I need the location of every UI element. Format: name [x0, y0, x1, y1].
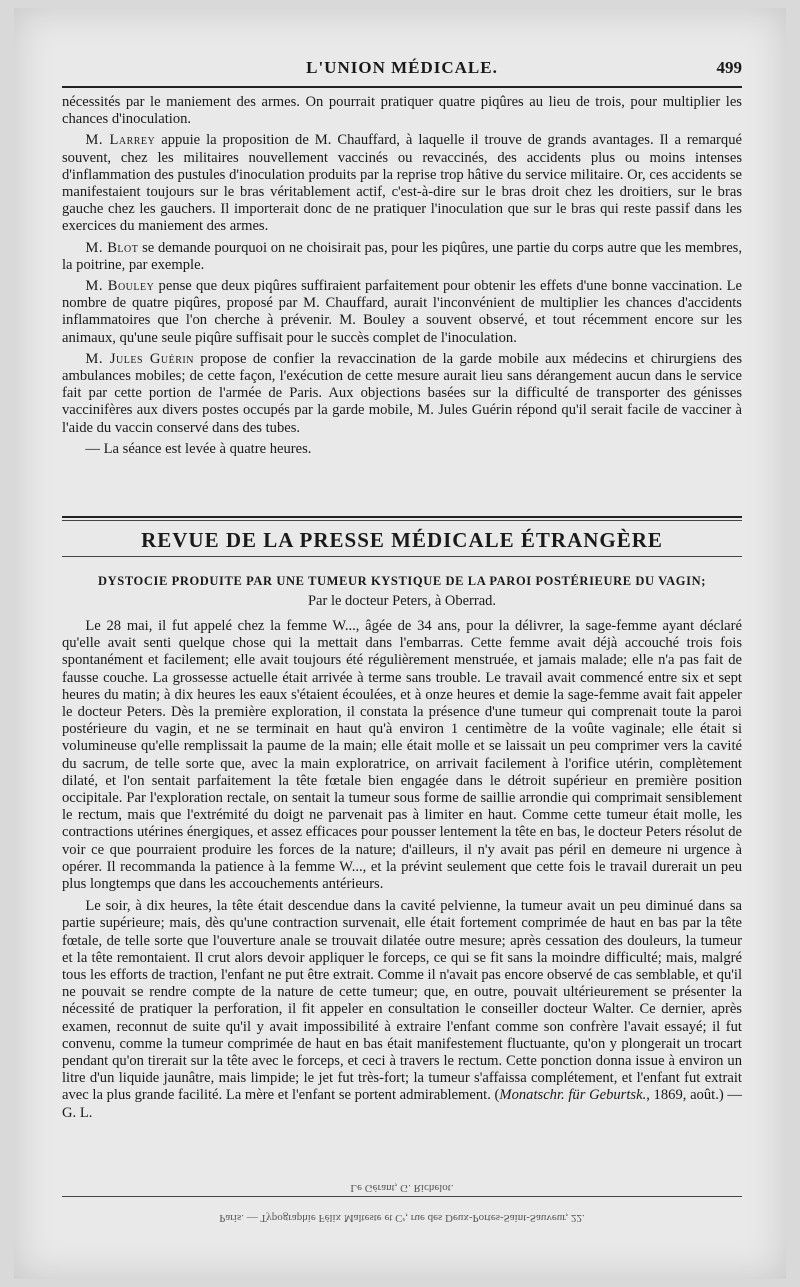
section-title: REVUE DE LA PRESSE MÉDICALE ÉTRANGÈRE	[141, 528, 663, 552]
section-rule-top	[62, 516, 742, 518]
citation-journal: Monatschr. für Geburtsk.	[499, 1087, 647, 1104]
header-rule	[62, 86, 742, 88]
section-rule-bottom	[62, 556, 742, 557]
speaker-bouley: M. Bouley	[85, 278, 155, 295]
paragraph-3	[62, 240, 742, 274]
article-paragraph-2-text: Le soir, à dix heures, la tête était descendue dans la cavité pelvienne, la tumeur avait un peu diminué dans sa partie supérieure; mais, dès qu'une contraction survenait, elle était fortement comprimée de haut en bas par la tête fœtale, de telle sorte que l'ouverture anale se trouvait dilatée outre mesure; après cessation des douleurs, la tumeur et la tête remontaient. Il crut alors devoir appliquer le forceps, ce qui se fit sans la moindre difficulté; mais, malgré tous les efforts de traction, l'enfant ne put être extrait. Comme il n'avait pas encore observé de cas semblable, et qu'il ne pouvait se rendre compte de la nature de cette tumeur; que, en outre, pouvait ultérieurement se présenter la nécessité de pratiquer la perforation, il fit appeler en consultation le conseiller docteur Walter. Ce dernier, après examen, reconnut de suite qu'il y avait impossibilité à extraire l'enfant comme son confrère l'avait essayé; il fut convenu, comme la tumeur comprimée de haut en bas était manifestement fluctuante, qu'on y plongerait un trocart pendant qu'on tirerait sur la tête avec le forceps, et ceci à travers le rectum. Cette ponction donna issue à environ un litre d'un liquide jaunâtre, mais limpide; le jet fut très-fort; la tumeur s'affaissa complétement, et l'enfant fut extrait avec la plus grande facilité. La mère et l'enfant se portent admirablement. (	[62, 898, 742, 1104]
speaker-guerin: M. Jules Guérin	[85, 350, 194, 367]
article-paragraph-1: Le 28 mai, il fut appelé chez la femme W..., âgée de 34 ans, pour la délivrer, la sage-femme ayant déclaré qu'elle avait senti quelque chose qui la mettait dans l'embarras. Cette femme avait déjà accouché trois fois spontanément et facilement; elle avait toujours été régulièrement menstruée, et jamais malade; elle n'a pas fait de fausse couche. La grossesse actuelle était arrivée à terme sans trouble. Le travail avait commencé entre six et sept heures du matin; à dix heures les eaux s'étaient écoulées, et à onze heures et demie la sage-femme avait fait appeler le docteur Peters. Dès la première exploration, il constata la présence d'une tumeur qui comprenait toute la paroi postérieure du vagin, et ne se terminait en haut qu'à environ 1 centimètre de la voûte vaginale; elle était si volumineuse qu'elle remplissait la paume de la main; elle était molle et se laissait un peu comprimer vers la cavité du sacrum, de telle sorte que, avec la main exploratrice, on arrivait facilement à l'orifice utérin, complètement dilaté, et l'on sentait parfaitement la tête fœtale bien engagée dans le détroit supérieur en première position occipitale. Par l'exploration rectale, on sentait la tumeur sous forme de saillie arrondie qui comprimait sensiblement le rectum, mais que l'extrémité du doigt ne parvenait pas à limiter en haut. Comme cette tumeur était molle, les contractions utérines énergiques, et assez efficaces pour pousser lentement la tête en bas, le docteur Peters résolut de voir ce que pourraient produire les forces de la nature; d'ailleurs, il n'y avait pas péril en demeure ni urgence à opérer. Il recommanda la patience à la femme W..., et la prévint seulement que cette fois le travail durerait un peu plus longtemps que dans les accouchements antérieurs.	[62, 618, 742, 893]
footer-printer-bleed: Paris. — Typographie Félix Malteste et Cᵉ, rue des Deux-Portes-Saint-Sauveur, 22.	[219, 1212, 585, 1224]
article-author: Par le docteur Peters, à Oberrad.	[307, 593, 497, 609]
footer-signature-bleed: Le Gérant, G. Richelot.	[350, 1182, 454, 1194]
paragraph-1: nécessités par le maniement des armes. On pourrait pratiquer quatre piqûres au lieu de trois, pour multiplier les chances d'inoculation.	[62, 94, 742, 128]
paragraph-4	[62, 278, 742, 347]
article-paragraph-2	[62, 898, 742, 1122]
speaker-blot: M. Blot	[85, 239, 139, 256]
section-rule-top-thin	[62, 520, 742, 521]
session-closing: — La séance est levée à quatre heures.	[85, 440, 312, 457]
paragraph-3-text: se demande pourquoi on ne choisirait pas, pour les piqûres, une partie du corps autre que les membres, la poitrine, par exemple.	[62, 239, 743, 273]
paragraph-5-text: propose de confier la revaccination de la garde mobile aux médecins et chirurgiens des ambulances mobiles; de cette façon, l'exécution de cette mesure aurait lieu sans dérangement aucun dans le service fait par cette portion de l'armée de Paris. Aux objections basées sur la difficulté de transporter des génisses vaccinifères aux divers postes occupés par la garde mobile, M. Jules Guérin répond qu'il serait facile de vacciner à l'aide du vaccin conservé dans des tubes.	[62, 350, 742, 436]
running-title: L'UNION MÉDICALE.	[306, 58, 498, 77]
citation-end: , 1869, août.) — G. L.	[62, 1087, 742, 1121]
paragraph-5	[62, 351, 742, 437]
paragraph-2	[62, 132, 742, 235]
article-title: DYSTOCIE PRODUITE PAR UNE TUMEUR KYSTIQUE DE LA PAROI POSTÉRIEURE DU VAGIN;	[98, 574, 706, 588]
document-page	[14, 8, 786, 1279]
page-number: 499	[716, 58, 742, 77]
paragraph-4-text: pense que deux piqûres suffiraient parfaitement pour obtenir les effets d'une bonne vaccination. Le nombre de quatre piqûres, proposé par M. Chauffard, aurait l'inconvénient de multiplier les chances d'accidents inflammatoires que l'on cherche à prévenir. M. Bouley a souvent observé, et tout récemment encore sur les animaux, qu'une seule piqûre suffisait pour le succès complet de l'inoculation.	[62, 278, 742, 346]
top-section	[62, 94, 742, 458]
footer-rule	[62, 1196, 742, 1197]
article-body	[62, 618, 742, 1122]
paragraph-2-text: appuie la proposition de M. Chauffard, à laquelle il trouve de grands avantages. Il a remarqué souvent, chez les militaires nouvellement vaccinés ou revaccinés, des accidents plus ou moins intenses d'inflammation des pustules d'inoculation produits par la reprise trop hâtive du service militaire. Or, ces accidents se manifestaient toujours sur le bras véritablement actif, c'est-à-dire sur le bras droit chez les droitiers, sur le bras gauche chez les gauchers. Il importerait donc de ne pratiquer l'inoculation que sur le bras qui reste passif dans les exercices du maniement des armes.	[62, 132, 742, 235]
page-header	[62, 58, 742, 84]
speaker-larrey: M. Larrey	[85, 132, 156, 149]
